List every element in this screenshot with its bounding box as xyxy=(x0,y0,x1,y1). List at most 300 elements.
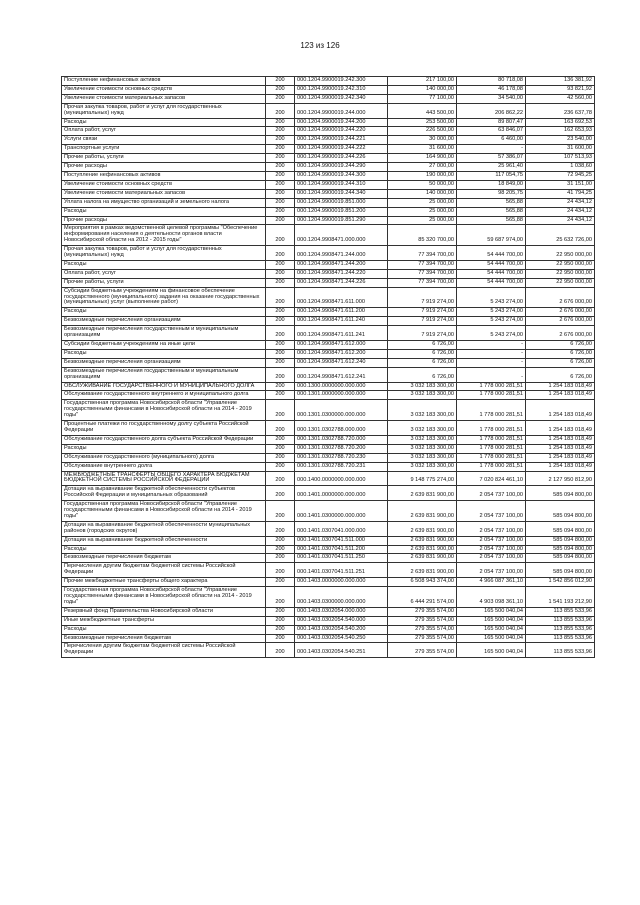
row-admin-code-cell: 200 xyxy=(266,103,295,118)
row-name-cell: Безвозмездные перечисления государственным и муниципальным организациям xyxy=(62,367,266,382)
row-admin-code-cell: 200 xyxy=(266,225,295,246)
row-name-cell: Расходы xyxy=(62,207,266,216)
row-unexecuted-amount-cell: 2 676 000,00 xyxy=(526,326,595,341)
row-budget-code-cell: 000.1204.9908471.612.241 xyxy=(295,367,388,382)
table-row xyxy=(62,189,595,198)
row-approved-amount-cell: 6 726,00 xyxy=(388,349,457,358)
row-executed-amount-cell: 165 500 040,04 xyxy=(457,607,526,616)
row-unexecuted-amount-cell: 2 127 950 812,90 xyxy=(526,471,595,486)
row-budget-code-cell: 000.1403.0300000.000.000 xyxy=(295,587,388,608)
row-budget-code-cell: 000.1403.0302054.540.000 xyxy=(295,616,388,625)
row-admin-code-cell: 200 xyxy=(266,501,295,522)
row-executed-amount-cell: 5 243 274,00 xyxy=(457,308,526,317)
table-row xyxy=(62,367,595,382)
row-budget-code-cell: 000.1204.9900019.244.290 xyxy=(295,163,388,172)
row-budget-code-cell: 000.1401.0307041.511.000 xyxy=(295,536,388,545)
row-admin-code-cell: 200 xyxy=(266,349,295,358)
row-unexecuted-amount-cell: 31 151,00 xyxy=(526,180,595,189)
row-budget-code-cell: 000.1401.0307041.000.000 xyxy=(295,521,388,536)
row-admin-code-cell: 200 xyxy=(266,94,295,103)
row-admin-code-cell: 200 xyxy=(266,145,295,154)
table-row xyxy=(62,77,595,86)
row-unexecuted-amount-cell: 31 600,00 xyxy=(526,145,595,154)
table-row xyxy=(62,326,595,341)
row-budget-code-cell: 000.1301.0302788.720.230 xyxy=(295,453,388,462)
row-name-cell: Обслуживание государственного внутреннего и муниципального долга xyxy=(62,391,266,400)
row-executed-amount-cell: 57 386,07 xyxy=(457,154,526,163)
row-budget-code-cell: 000.1403.0000000.000.000 xyxy=(295,578,388,587)
row-budget-code-cell: 000.1403.0302054.540.250 xyxy=(295,634,388,643)
row-name-cell: Увеличение стоимости материальных запасов xyxy=(62,94,266,103)
row-name-cell: Обслуживание государственного (муниципального) долга xyxy=(62,453,266,462)
row-approved-amount-cell: 6 726,00 xyxy=(388,341,457,350)
table-row xyxy=(62,625,595,634)
page-number-header: 123 из 126 xyxy=(300,41,340,50)
row-executed-amount-cell: - xyxy=(457,349,526,358)
row-admin-code-cell: 200 xyxy=(266,118,295,127)
row-budget-code-cell: 000.1204.9900019.851.000 xyxy=(295,198,388,207)
row-name-cell: ОБСЛУЖИВАНИЕ ГОСУДАРСТВЕННОГО И МУНИЦИПАЛЬНОГО ДОЛГА xyxy=(62,382,266,391)
row-approved-amount-cell: 3 032 183 300,00 xyxy=(388,444,457,453)
row-name-cell: Иные межбюджетные трансферты xyxy=(62,616,266,625)
row-admin-code-cell: 200 xyxy=(266,545,295,554)
row-name-cell: Прочие работы, услуги xyxy=(62,154,266,163)
row-unexecuted-amount-cell: 585 094 800,00 xyxy=(526,545,595,554)
table-row xyxy=(62,127,595,136)
row-admin-code-cell: 200 xyxy=(266,358,295,367)
row-unexecuted-amount-cell: 41 794,25 xyxy=(526,189,595,198)
row-approved-amount-cell: 7 919 274,00 xyxy=(388,317,457,326)
row-name-cell: Расходы xyxy=(62,545,266,554)
row-approved-amount-cell: 2 639 831 900,00 xyxy=(388,545,457,554)
row-admin-code-cell: 200 xyxy=(266,391,295,400)
table-row xyxy=(62,486,595,501)
row-admin-code-cell: 200 xyxy=(266,643,295,658)
table-row xyxy=(62,180,595,189)
row-approved-amount-cell: 2 639 831 900,00 xyxy=(388,563,457,578)
row-approved-amount-cell: 2 639 831 900,00 xyxy=(388,486,457,501)
row-executed-amount-cell: 565,88 xyxy=(457,207,526,216)
row-budget-code-cell: 000.1204.9900019.242.300 xyxy=(295,77,388,86)
row-name-cell: Безвозмездные перечисления организациям xyxy=(62,358,266,367)
row-approved-amount-cell: 25 000,00 xyxy=(388,207,457,216)
table-row xyxy=(62,341,595,350)
row-admin-code-cell: 200 xyxy=(266,341,295,350)
row-name-cell: Безвозмездные перечисления организациям xyxy=(62,317,266,326)
row-unexecuted-amount-cell: 1 254 183 018,49 xyxy=(526,435,595,444)
row-budget-code-cell: 000.1301.0302788.720.200 xyxy=(295,444,388,453)
row-budget-code-cell: 000.1204.9908471.612.240 xyxy=(295,358,388,367)
row-unexecuted-amount-cell: 162 653,93 xyxy=(526,127,595,136)
row-executed-amount-cell: 1 778 000 281,51 xyxy=(457,421,526,436)
row-name-cell: Услуги связи xyxy=(62,136,266,145)
row-name-cell: МЕЖБЮДЖЕТНЫЕ ТРАНСФЕРТЫ ОБЩЕГО ХАРАКТЕРА БЮДЖЕТАМ БЮДЖЕТНОЙ СИСТЕМЫ РОССИЙСКОЙ ФЕДЕРАЦИИ xyxy=(62,471,266,486)
row-budget-code-cell: 000.1204.9908471.244.226 xyxy=(295,278,388,287)
row-approved-amount-cell: 190 000,00 xyxy=(388,171,457,180)
row-executed-amount-cell: 46 178,08 xyxy=(457,85,526,94)
row-approved-amount-cell: 2 639 831 900,00 xyxy=(388,521,457,536)
table-row xyxy=(62,616,595,625)
table-row xyxy=(62,308,595,317)
row-name-cell: Дотации на выравнивание бюджетной обеспеченности xyxy=(62,536,266,545)
row-unexecuted-amount-cell: 585 094 800,00 xyxy=(526,486,595,501)
row-admin-code-cell: 200 xyxy=(266,607,295,616)
row-approved-amount-cell: 7 919 274,00 xyxy=(388,287,457,308)
row-unexecuted-amount-cell: 1 542 856 012,90 xyxy=(526,578,595,587)
row-unexecuted-amount-cell: 1 254 183 018,49 xyxy=(526,462,595,471)
row-admin-code-cell: 200 xyxy=(266,367,295,382)
row-executed-amount-cell: 54 444 700,00 xyxy=(457,278,526,287)
row-unexecuted-amount-cell: 1 254 183 018,49 xyxy=(526,421,595,436)
row-executed-amount-cell: 6 460,00 xyxy=(457,136,526,145)
row-unexecuted-amount-cell: 236 637,78 xyxy=(526,103,595,118)
row-executed-amount-cell: 80 718,08 xyxy=(457,77,526,86)
row-approved-amount-cell: 3 032 183 300,00 xyxy=(388,382,457,391)
row-name-cell: Обслуживание внутреннего долга xyxy=(62,462,266,471)
row-approved-amount-cell: 77 394 700,00 xyxy=(388,278,457,287)
row-name-cell: Оплата работ, услуг xyxy=(62,269,266,278)
row-budget-code-cell: 000.1204.9900019.244.222 xyxy=(295,145,388,154)
row-unexecuted-amount-cell: 113 855 533,96 xyxy=(526,634,595,643)
row-unexecuted-amount-cell: 113 855 533,96 xyxy=(526,616,595,625)
row-name-cell: Прочие расходы xyxy=(62,216,266,225)
row-admin-code-cell: 200 xyxy=(266,154,295,163)
row-budget-code-cell: 000.1204.9900019.242.310 xyxy=(295,85,388,94)
row-budget-code-cell: 000.1301.0000000.000.000 xyxy=(295,391,388,400)
budget-execution-table xyxy=(61,76,595,658)
row-budget-code-cell: 000.1400.0000000.000.000 xyxy=(295,471,388,486)
row-unexecuted-amount-cell: 1 038,60 xyxy=(526,163,595,172)
table-row xyxy=(62,444,595,453)
row-name-cell: Расходы xyxy=(62,625,266,634)
row-admin-code-cell: 200 xyxy=(266,587,295,608)
row-budget-code-cell: 000.1401.0000000.000.000 xyxy=(295,486,388,501)
row-executed-amount-cell: 4 966 087 361,10 xyxy=(457,578,526,587)
row-name-cell: Поступление нефинансовых активов xyxy=(62,171,266,180)
row-budget-code-cell: 000.1204.9908471.000.000 xyxy=(295,225,388,246)
table-row xyxy=(62,501,595,522)
row-budget-code-cell: 000.1204.9908471.612.000 xyxy=(295,341,388,350)
row-admin-code-cell: 200 xyxy=(266,198,295,207)
row-budget-code-cell: 000.1403.0302054.000.000 xyxy=(295,607,388,616)
row-executed-amount-cell: 1 778 000 281,51 xyxy=(457,400,526,421)
row-executed-amount-cell: 5 243 274,00 xyxy=(457,317,526,326)
row-admin-code-cell: 200 xyxy=(266,317,295,326)
row-admin-code-cell: 200 xyxy=(266,260,295,269)
table-row xyxy=(62,145,595,154)
table-row xyxy=(62,382,595,391)
row-unexecuted-amount-cell: 6 726,00 xyxy=(526,341,595,350)
row-name-cell: Процентные платежи по государственному долгу субъекта Российской Федерации xyxy=(62,421,266,436)
row-name-cell: Субсидии бюджетным учреждениям на финансовое обеспечение государственного (муниципального) задания на оказание государственных (муниципальных) услуг (выполнение работ) xyxy=(62,287,266,308)
row-admin-code-cell: 200 xyxy=(266,578,295,587)
row-executed-amount-cell: 1 778 000 281,51 xyxy=(457,462,526,471)
row-unexecuted-amount-cell: 585 094 800,00 xyxy=(526,563,595,578)
row-admin-code-cell: 200 xyxy=(266,435,295,444)
table-row xyxy=(62,154,595,163)
table-row xyxy=(62,118,595,127)
row-approved-amount-cell: 6 726,00 xyxy=(388,358,457,367)
row-admin-code-cell: 200 xyxy=(266,207,295,216)
row-budget-code-cell: 000.1204.9908471.611.200 xyxy=(295,308,388,317)
row-budget-code-cell: 000.1401.0307041.511.251 xyxy=(295,563,388,578)
row-approved-amount-cell: 140 000,00 xyxy=(388,85,457,94)
row-budget-code-cell: 000.1204.9900019.244.226 xyxy=(295,154,388,163)
row-executed-amount-cell: 59 687 974,00 xyxy=(457,225,526,246)
row-executed-amount-cell: 2 054 737 100,00 xyxy=(457,521,526,536)
row-approved-amount-cell: 25 000,00 xyxy=(388,198,457,207)
row-budget-code-cell: 000.1204.9908471.244.200 xyxy=(295,260,388,269)
table-row xyxy=(62,317,595,326)
table-row xyxy=(62,563,595,578)
row-executed-amount-cell: 565,88 xyxy=(457,216,526,225)
row-budget-code-cell: 000.1301.0302788.000.000 xyxy=(295,421,388,436)
row-executed-amount-cell: 2 054 737 100,00 xyxy=(457,545,526,554)
row-name-cell: Оплата работ, услуг xyxy=(62,127,266,136)
table-row xyxy=(62,260,595,269)
row-approved-amount-cell: 279 355 574,00 xyxy=(388,616,457,625)
row-approved-amount-cell: 85 320 700,00 xyxy=(388,225,457,246)
row-approved-amount-cell: 7 919 274,00 xyxy=(388,308,457,317)
row-unexecuted-amount-cell: 1 254 183 018,49 xyxy=(526,400,595,421)
table-row xyxy=(62,607,595,616)
row-admin-code-cell: 200 xyxy=(266,462,295,471)
row-unexecuted-amount-cell: 22 950 000,00 xyxy=(526,269,595,278)
row-name-cell: Уплата налога на имущество организаций и земельного налога xyxy=(62,198,266,207)
row-unexecuted-amount-cell: 1 254 183 018,49 xyxy=(526,391,595,400)
row-approved-amount-cell: 77 394 700,00 xyxy=(388,260,457,269)
row-executed-amount-cell: 165 500 040,04 xyxy=(457,625,526,634)
row-executed-amount-cell: 5 243 274,00 xyxy=(457,326,526,341)
table-row xyxy=(62,554,595,563)
row-approved-amount-cell: 164 900,00 xyxy=(388,154,457,163)
row-budget-code-cell: 000.1300.0000000.000.000 xyxy=(295,382,388,391)
row-executed-amount-cell: 2 054 737 100,00 xyxy=(457,563,526,578)
row-executed-amount-cell: 25 961,40 xyxy=(457,163,526,172)
row-admin-code-cell: 200 xyxy=(266,400,295,421)
row-approved-amount-cell: 3 032 183 300,00 xyxy=(388,400,457,421)
row-name-cell: Расходы xyxy=(62,444,266,453)
row-name-cell: Безвозмездные перечисления бюджетам xyxy=(62,554,266,563)
row-unexecuted-amount-cell: 113 855 533,96 xyxy=(526,607,595,616)
row-admin-code-cell: 200 xyxy=(266,85,295,94)
table-row xyxy=(62,358,595,367)
row-budget-code-cell: 000.1204.9900019.244.340 xyxy=(295,189,388,198)
row-unexecuted-amount-cell: 585 094 800,00 xyxy=(526,521,595,536)
row-admin-code-cell: 200 xyxy=(266,287,295,308)
row-executed-amount-cell: 2 054 737 100,00 xyxy=(457,486,526,501)
row-name-cell: Государственная программа Новосибирской области "Управление государственными финансами в Новосибирской области на 2014 - 2019 годы" xyxy=(62,501,266,522)
row-approved-amount-cell: 226 500,00 xyxy=(388,127,457,136)
row-admin-code-cell: 200 xyxy=(266,382,295,391)
table-row xyxy=(62,536,595,545)
row-budget-code-cell: 000.1403.0302054.540.251 xyxy=(295,643,388,658)
row-name-cell: Прочие межбюджетные трансферты общего характера xyxy=(62,578,266,587)
row-approved-amount-cell: 3 032 183 300,00 xyxy=(388,453,457,462)
table-row xyxy=(62,400,595,421)
row-executed-amount-cell: 63 846,07 xyxy=(457,127,526,136)
row-admin-code-cell: 200 xyxy=(266,486,295,501)
row-approved-amount-cell: 6 444 291 574,00 xyxy=(388,587,457,608)
table-row xyxy=(62,578,595,587)
row-name-cell: Увеличение стоимости основных средств xyxy=(62,180,266,189)
row-approved-amount-cell: 50 000,00 xyxy=(388,180,457,189)
row-executed-amount-cell: - xyxy=(457,358,526,367)
row-budget-code-cell: 000.1204.9900019.851.200 xyxy=(295,207,388,216)
row-name-cell: Увеличение стоимости материальных запасов xyxy=(62,189,266,198)
row-name-cell: Государственная программа Новосибирской области "Управление государственными финансами в Новосибирской области на 2014 - 2019 годы" xyxy=(62,587,266,608)
table-row xyxy=(62,85,595,94)
row-admin-code-cell: 200 xyxy=(266,536,295,545)
row-approved-amount-cell: 6 508 943 374,00 xyxy=(388,578,457,587)
row-approved-amount-cell: 140 000,00 xyxy=(388,189,457,198)
row-unexecuted-amount-cell: 22 950 000,00 xyxy=(526,278,595,287)
row-unexecuted-amount-cell: 6 726,00 xyxy=(526,349,595,358)
row-executed-amount-cell: 1 778 000 281,51 xyxy=(457,444,526,453)
row-approved-amount-cell: 77 100,00 xyxy=(388,94,457,103)
row-unexecuted-amount-cell: 6 726,00 xyxy=(526,358,595,367)
row-budget-code-cell: 000.1204.9908471.611.240 xyxy=(295,317,388,326)
row-name-cell: Дотации на выравнивание бюджетной обеспеченности муниципальных районов (городских округов) xyxy=(62,521,266,536)
table-row xyxy=(62,163,595,172)
table-row xyxy=(62,521,595,536)
row-executed-amount-cell: 206 862,22 xyxy=(457,103,526,118)
row-approved-amount-cell: 31 600,00 xyxy=(388,145,457,154)
row-unexecuted-amount-cell: 42 560,00 xyxy=(526,94,595,103)
table-row xyxy=(62,94,595,103)
table-row xyxy=(62,634,595,643)
row-approved-amount-cell: 6 726,00 xyxy=(388,367,457,382)
row-approved-amount-cell: 77 394 700,00 xyxy=(388,246,457,261)
row-approved-amount-cell: 2 639 831 900,00 xyxy=(388,501,457,522)
row-executed-amount-cell: - xyxy=(457,367,526,382)
row-admin-code-cell: 200 xyxy=(266,136,295,145)
table-body xyxy=(62,77,595,658)
row-unexecuted-amount-cell: 1 541 193 212,90 xyxy=(526,587,595,608)
row-executed-amount-cell: 1 778 000 281,51 xyxy=(457,453,526,462)
row-unexecuted-amount-cell: 585 094 800,00 xyxy=(526,501,595,522)
row-approved-amount-cell: 3 032 183 300,00 xyxy=(388,421,457,436)
row-admin-code-cell: 200 xyxy=(266,246,295,261)
row-name-cell: Перечисления другим бюджетам бюджетной системы Российской Федерации xyxy=(62,563,266,578)
row-approved-amount-cell: 3 032 183 300,00 xyxy=(388,391,457,400)
row-admin-code-cell: 200 xyxy=(266,326,295,341)
row-unexecuted-amount-cell: 6 726,00 xyxy=(526,367,595,382)
row-admin-code-cell: 200 xyxy=(266,471,295,486)
row-name-cell: Увеличение стоимости основных средств xyxy=(62,85,266,94)
row-approved-amount-cell: 443 500,00 xyxy=(388,103,457,118)
row-approved-amount-cell: 25 000,00 xyxy=(388,216,457,225)
row-unexecuted-amount-cell: 585 094 800,00 xyxy=(526,554,595,563)
row-budget-code-cell: 000.1401.0300000.000.000 xyxy=(295,501,388,522)
row-executed-amount-cell: 1 778 000 281,51 xyxy=(457,391,526,400)
row-approved-amount-cell: 7 919 274,00 xyxy=(388,326,457,341)
table-row xyxy=(62,246,595,261)
row-unexecuted-amount-cell: 163 692,53 xyxy=(526,118,595,127)
table-row xyxy=(62,136,595,145)
row-unexecuted-amount-cell: 22 950 000,00 xyxy=(526,260,595,269)
row-budget-code-cell: 000.1204.9900019.244.220 xyxy=(295,127,388,136)
row-name-cell: Государственная программа Новосибирской области "Управление государственными финансами в Новосибирской области на 2014 - 2019 годы" xyxy=(62,400,266,421)
row-unexecuted-amount-cell: 107 513,93 xyxy=(526,154,595,163)
row-unexecuted-amount-cell: 23 540,00 xyxy=(526,136,595,145)
row-name-cell: Прочая закупка товаров, работ и услуг для государственных (муниципальных) нужд xyxy=(62,103,266,118)
row-unexecuted-amount-cell: 24 434,12 xyxy=(526,198,595,207)
row-executed-amount-cell: 34 540,00 xyxy=(457,94,526,103)
row-executed-amount-cell: 2 054 737 100,00 xyxy=(457,554,526,563)
row-admin-code-cell: 200 xyxy=(266,189,295,198)
row-executed-amount-cell: 89 807,47 xyxy=(457,118,526,127)
row-budget-code-cell: 000.1204.9900019.244.300 xyxy=(295,171,388,180)
row-name-cell: Прочие расходы xyxy=(62,163,266,172)
row-unexecuted-amount-cell: 25 632 726,00 xyxy=(526,225,595,246)
row-executed-amount-cell: 54 444 700,00 xyxy=(457,269,526,278)
row-executed-amount-cell: 117 054,75 xyxy=(457,171,526,180)
row-budget-code-cell: 000.1204.9908471.244.220 xyxy=(295,269,388,278)
row-executed-amount-cell: 4 903 098 361,10 xyxy=(457,587,526,608)
row-approved-amount-cell: 9 148 775 274,00 xyxy=(388,471,457,486)
row-name-cell: Поступление нефинансовых активов xyxy=(62,77,266,86)
row-budget-code-cell: 000.1204.9908471.611.000 xyxy=(295,287,388,308)
row-approved-amount-cell: 30 000,00 xyxy=(388,136,457,145)
row-budget-code-cell: 000.1204.9900019.244.221 xyxy=(295,136,388,145)
row-executed-amount-cell: 565,88 xyxy=(457,198,526,207)
row-unexecuted-amount-cell: 2 676 000,00 xyxy=(526,308,595,317)
row-admin-code-cell: 200 xyxy=(266,554,295,563)
row-admin-code-cell: 200 xyxy=(266,180,295,189)
row-executed-amount-cell: 2 054 737 100,00 xyxy=(457,501,526,522)
row-name-cell: Прочая закупка товаров, работ и услуг для государственных (муниципальных) нужд xyxy=(62,246,266,261)
row-admin-code-cell: 200 xyxy=(266,269,295,278)
row-budget-code-cell: 000.1401.0307041.511.250 xyxy=(295,554,388,563)
row-executed-amount-cell: 18 849,00 xyxy=(457,180,526,189)
row-budget-code-cell: 000.1204.9908471.612.200 xyxy=(295,349,388,358)
row-budget-code-cell: 000.1301.0302788.720.000 xyxy=(295,435,388,444)
row-unexecuted-amount-cell: 585 094 800,00 xyxy=(526,536,595,545)
table-row xyxy=(62,198,595,207)
row-approved-amount-cell: 2 639 831 900,00 xyxy=(388,554,457,563)
row-unexecuted-amount-cell: 136 381,92 xyxy=(526,77,595,86)
row-budget-code-cell: 000.1204.9908471.244.000 xyxy=(295,246,388,261)
row-approved-amount-cell: 279 355 574,00 xyxy=(388,634,457,643)
row-name-cell: Прочие работы, услуги xyxy=(62,278,266,287)
row-approved-amount-cell: 3 032 183 300,00 xyxy=(388,462,457,471)
row-unexecuted-amount-cell: 2 676 000,00 xyxy=(526,317,595,326)
row-budget-code-cell: 000.1204.9900019.242.340 xyxy=(295,94,388,103)
row-name-cell: Мероприятия в рамках ведомственной целевой программы "Обеспечение информирования населения о деятельности органов власти Новосибирской области на 2012 - 2015 годы" xyxy=(62,225,266,246)
row-admin-code-cell: 200 xyxy=(266,171,295,180)
row-executed-amount-cell: 1 778 000 281,51 xyxy=(457,382,526,391)
row-unexecuted-amount-cell: 113 855 533,96 xyxy=(526,625,595,634)
row-approved-amount-cell: 279 355 574,00 xyxy=(388,607,457,616)
row-approved-amount-cell: 217 100,00 xyxy=(388,77,457,86)
table-row xyxy=(62,216,595,225)
table-row xyxy=(62,171,595,180)
row-admin-code-cell: 200 xyxy=(266,163,295,172)
row-admin-code-cell: 200 xyxy=(266,77,295,86)
table-row xyxy=(62,545,595,554)
row-executed-amount-cell: - xyxy=(457,341,526,350)
row-approved-amount-cell: 3 032 183 300,00 xyxy=(388,435,457,444)
row-budget-code-cell: 000.1204.9908471.611.241 xyxy=(295,326,388,341)
row-name-cell: Резервный фонд Правительства Новосибирской области xyxy=(62,607,266,616)
table-row xyxy=(62,269,595,278)
row-executed-amount-cell: 165 500 040,04 xyxy=(457,634,526,643)
row-approved-amount-cell: 253 500,00 xyxy=(388,118,457,127)
row-executed-amount-cell: 54 444 700,00 xyxy=(457,260,526,269)
row-name-cell: Расходы xyxy=(62,118,266,127)
row-admin-code-cell: 200 xyxy=(266,453,295,462)
